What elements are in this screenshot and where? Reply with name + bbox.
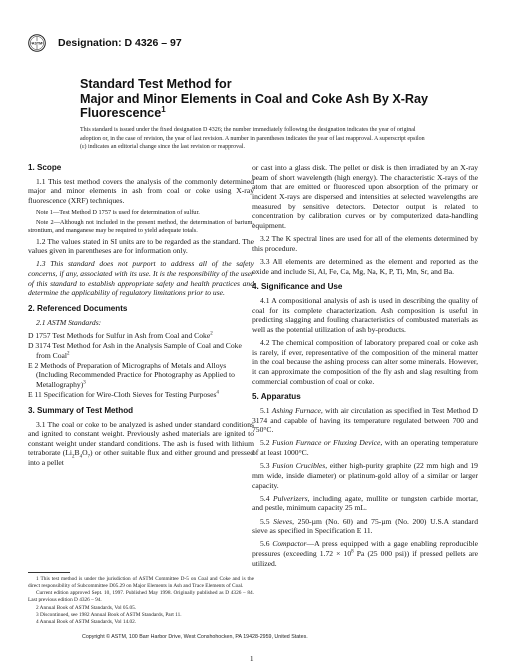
footnote-3: 3 Discontinued, see 1982 Annual Book of ASTM Standards, Part 11.: [36, 612, 182, 619]
paragraph-3-1-continued: or cast into a glass disk. The pellet or disk is then irradiated by an X-ray beam of short wavelength (high energy). The characteristic X-rays of the atom that are emitted or fluoresced upon absorption of the primary or incident X-rays are dispersed and intensities at selected wavelengths are measured by sensitive detectors. Detector output is related to concentration by calibration curves or by computerized data-handling equipment.: [252, 163, 478, 230]
section-heading-significance: 4. Significance and Use: [252, 282, 343, 292]
footnote-1-continued: Current edition approved Sept. 10, 1997. Published May 1998. Originally published as D 4326 – 84. Last previous edition D 4326 – 94.: [28, 590, 254, 604]
title-line-2: Major and Minor Elements in Coal and Coke Ash By X-Ray: [80, 91, 429, 106]
section-heading-summary: 3. Summary of Test Method: [28, 405, 134, 415]
svg-text:ASTM: ASTM: [31, 41, 43, 46]
paragraph-5-3: 5.3 Fusion Crucibles, either high-purity graphite (22 mm high and 19 mm wide, inside diameter) or platinum-gold alloy of a similar or larger capacity.: [252, 461, 478, 490]
right-column: [252, 163, 478, 572]
title-line-1: Standard Test Method for: [80, 77, 232, 91]
footnote-1: 1 This test method is under the jurisdiction of ASTM Committee D-5 on Coal and Coke and is the direct responsibility of Subcommittee D05.29 on Major Elements in Ash and Trace Elements of Coal.: [28, 576, 254, 589]
note-2: Note 2—Although not included in the present method, the determination of barium, strontium, and manganese may be required to yield adequate totals.: [28, 218, 254, 234]
section-heading-referenced-documents: 2. Referenced Documents: [28, 303, 128, 313]
paragraph-5-2: 5.2 Fusion Furnace or Fluxing Device, with an operating temperature of at least 1000°C.: [252, 438, 478, 458]
reference-e2: E 2 Methods of Preparation of Micrographs of Metals and Alloys (Including Recommended Practice for Photography as Applied to Metallography)$^3$: [28, 360, 235, 390]
reference-d3174: D 3174 Test Method for Ash in the Analysis Sample of Coal and Coke from Coal$^2$: [28, 340, 242, 360]
paragraph-3-3: 3.3 All elements are determined as the element and reported as the oxide and include Si, Al, Fe, Ca, Mg, Na, K, P, Ti, Mn, Sr, and Ba.: [252, 256, 478, 276]
footnote-ref-4: 4: [216, 390, 219, 396]
copyright-notice: Copyright © ASTM, 100 Barr Harbor Drive, West Conshohocken, PA 19428-2959, United States.: [82, 634, 308, 640]
footnote-2: 2 Annual Book of ASTM Standards, Vol 05.05.: [36, 604, 137, 611]
note-1: Note 1—Test Method D 1757 is used for determination of sulfur.: [36, 209, 200, 217]
paragraph-5-4: 5.4 Pulverizers, including agate, mullite or tungsten carbide mortar, and pestle, minimum capacity 25 mL.: [252, 493, 478, 513]
paragraph-4-2: 4.2 The chemical composition of laboratory prepared coal or coke ash is rarely, if ever, representative of the composition of the mineral matter in the coal because the ashing process can alter some minerals. However, it can approximate the composition of the fly ash and slag resulting from commercial combustion of coal or coke.: [252, 338, 478, 386]
paragraph-1-3: 1.3 This standard does not purport to address all of the safety concerns, if any, associated with its use. It is the responsibility of the user of this standard to establish appropriate safety and health practices and determine the applicability of regulatory limitations prior to use.: [28, 259, 254, 298]
section-heading-scope: 1. Scope: [28, 163, 62, 172]
paragraph-3-1: 3.1 The coal or coke to be analyzed is ashed under standard conditions and ignited to constant weight. Previously ashed materials are ignited to constant weight under standard conditions. The ash is fused with lithium tetraborate $(Li_2B_4O_7)$ or other suitable flux and either ground and pressed into a pellet: [28, 419, 254, 468]
paragraph-2-1: 2.1 ASTM Standards:: [36, 317, 102, 327]
left-column: [28, 163, 254, 471]
footnote-ref-3: 3: [83, 380, 86, 386]
section-heading-apparatus: 5. Apparatus: [252, 392, 301, 402]
paragraph-4-1: 4.1 A compositional analysis of ash is used in describing the quality of coal for its complete characterization. Ash composition is useful in predicting slagging and fouling characteristics of combusted materials as well as the potential utilization of ash by-products.: [252, 295, 478, 334]
designation: Designation: D 4326 – 97: [58, 37, 182, 49]
astm-logo-icon: [28, 34, 46, 52]
issued-note: This standard is issued under the fixed designation D 4326; the number immediately following the designation indicates the year of original adoption or, in the case of revision, the year of last revision. A number in parentheses indicates the year of last reapproval. A superscript epsilon (ε) indicates an editorial change since the last revision or reapproval.: [80, 127, 425, 151]
title-footnote-mark: 1: [161, 104, 166, 114]
paragraph-5-1: 5.1 Ashing Furnace, with air circulation as specified in Test Method D 3174 and capable of having its temperature regulated between 700 and 750°C.: [252, 405, 478, 435]
footnotes: [28, 576, 254, 627]
paragraph-1-2: 1.2 The values stated in SI units are to be regarded as the standard. The values given in parentheses are for information only.: [28, 236, 254, 256]
footnote-ref-2: 2: [210, 331, 213, 337]
paragraph-1-1: 1.1 This test method covers the analysis of the commonly determined major and minor elements in ash from coal or coke using X-ray fluorescence (XRF) techniques.: [28, 176, 254, 205]
footnote-4: 4 Annual Book of ASTM Standards, Vol 14.02.: [36, 619, 137, 626]
document-title: [80, 77, 440, 121]
title-line-3: Fluorescence: [80, 106, 162, 120]
page-number: 1: [250, 655, 254, 663]
reference-e11: E 11 Specification for Wire-Cloth Sieves for Testing Purposes$^4$: [28, 390, 219, 400]
reference-d1757: D 1757 Test Methods for Sulfur in Ash from Coal and Coke$^2$: [28, 330, 213, 340]
footnote-divider: [28, 572, 70, 573]
footnote-ref-2: 2: [67, 351, 70, 357]
paragraph-3-2: 3.2 The K spectral lines are used for all of the elements determined by this procedure.: [252, 234, 478, 253]
paragraph-5-5: 5.5 Sieves, 250-µm (No. 60) and 75-µm (No. 200) U.S.A standard sieve as specified in Specification E 11.: [252, 516, 478, 536]
paragraph-5-6: 5.6 Compactor—A press equipped with a gage enabling reproducible pressures (exceeding $1.72 \times 10^8$ Pa (25 000 psi)) if pressed pellets are utilized.: [252, 539, 479, 568]
